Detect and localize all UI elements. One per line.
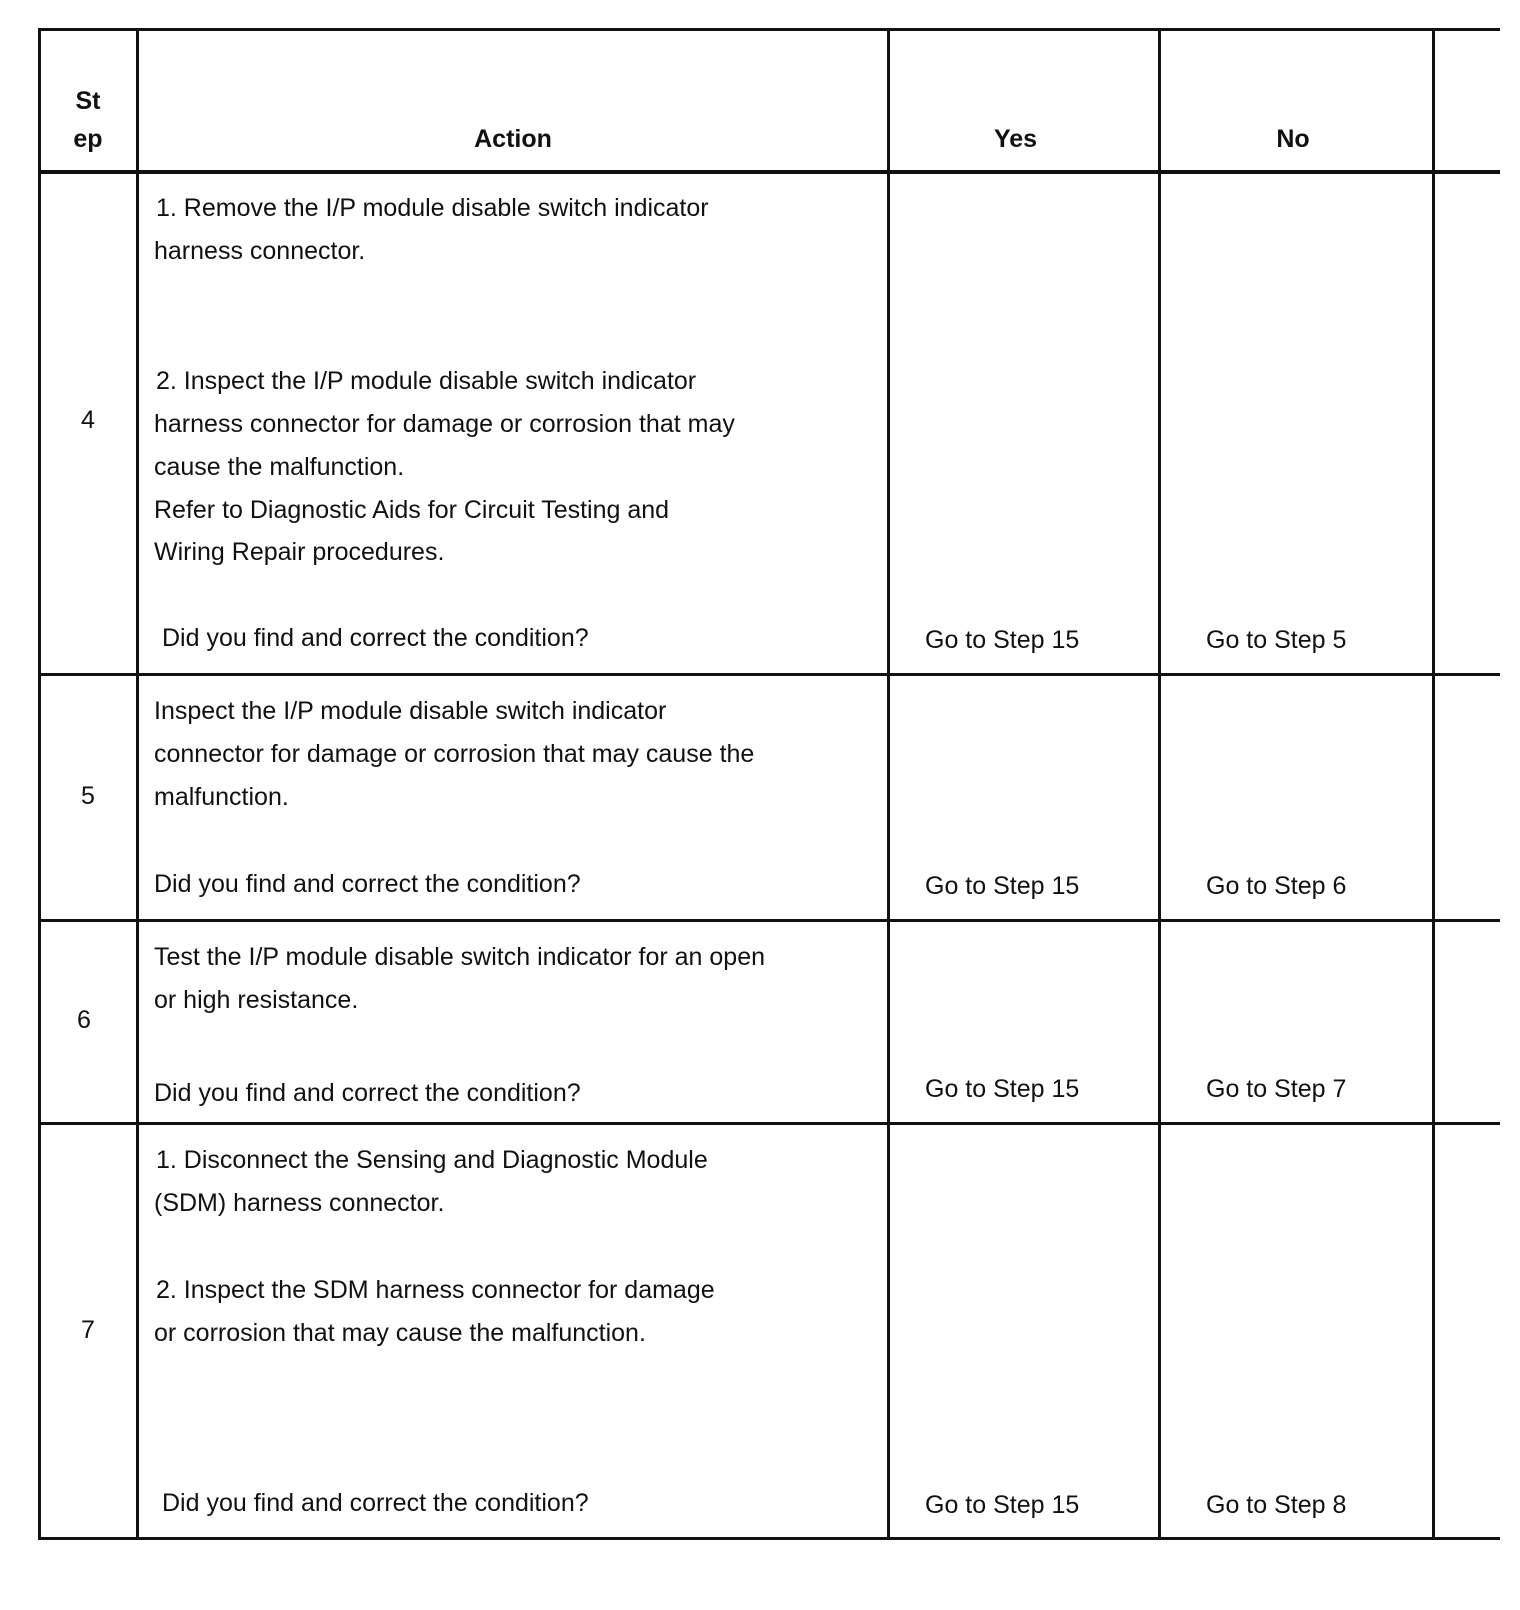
- diagnostic-table: [38, 28, 1500, 1588]
- no-row-7: Go to Step 8: [1206, 1491, 1347, 1519]
- no-row-5: Go to Step 6: [1206, 872, 1347, 900]
- header-no: No: [1276, 125, 1310, 153]
- no-row-4: Go to Step 5: [1206, 626, 1347, 654]
- table-border-bottom: [38, 1537, 1500, 1540]
- action-line: or high resistance.: [154, 986, 359, 1014]
- table-border-right: [1432, 28, 1435, 1540]
- action-line: harness connector.: [154, 237, 366, 265]
- action-line: cause the malfunction.: [154, 453, 405, 481]
- no-row-6: Go to Step 7: [1206, 1075, 1347, 1103]
- header-step-bottom: ep: [73, 125, 103, 153]
- action-line: Refer to Diagnostic Aids for Circuit Testing and: [154, 496, 670, 524]
- yes-row-7: Go to Step 15: [925, 1491, 1080, 1519]
- yes-row-6: Go to Step 15: [925, 1075, 1080, 1103]
- action-line: Wiring Repair procedures.: [154, 538, 445, 566]
- header-yes: Yes: [993, 125, 1038, 153]
- action-line: 2. Inspect the I/P module disable switch indicator: [156, 367, 697, 395]
- action-line: Test the I/P module disable switch indicator for an open: [154, 943, 765, 971]
- header-divider: [38, 170, 1500, 174]
- action-line: 2. Inspect the SDM harness connector for damage: [156, 1276, 715, 1304]
- row-divider-4-5: [38, 673, 1500, 676]
- col-divider-yes-no: [1158, 28, 1161, 1540]
- row-divider-6-7: [38, 1122, 1500, 1125]
- action-line: (SDM) harness connector.: [154, 1189, 445, 1217]
- yes-row-4: Go to Step 15: [925, 626, 1080, 654]
- header-action: Action: [474, 125, 552, 153]
- col-divider-action-yes: [887, 28, 890, 1540]
- step-number-4: 4: [81, 406, 95, 434]
- action-line: connector for damage or corrosion that may cause the: [154, 740, 755, 768]
- question-row-5: Did you find and correct the condition?: [154, 870, 581, 898]
- action-line: or corrosion that may cause the malfunction.: [154, 1319, 646, 1347]
- action-line: 1. Remove the I/P module disable switch indicator: [156, 194, 709, 222]
- step-number-6: 6: [77, 1006, 91, 1034]
- action-line: malfunction.: [154, 783, 289, 811]
- question-row-6: Did you find and correct the condition?: [154, 1079, 581, 1107]
- table-border-top: [38, 28, 1500, 31]
- action-line: Inspect the I/P module disable switch indicator: [154, 697, 667, 725]
- header-step: [38, 82, 138, 158]
- yes-row-5: Go to Step 15: [925, 872, 1080, 900]
- header-step-top: St: [75, 87, 101, 115]
- step-number-5: 5: [81, 782, 95, 810]
- step-number-7: 7: [81, 1316, 95, 1344]
- action-line: harness connector for damage or corrosion that may: [154, 410, 735, 438]
- question-row-4: Did you find and correct the condition?: [162, 624, 589, 652]
- question-row-7: Did you find and correct the condition?: [162, 1489, 589, 1517]
- action-line: 1. Disconnect the Sensing and Diagnostic Module: [156, 1146, 708, 1174]
- row-divider-5-6: [38, 919, 1500, 922]
